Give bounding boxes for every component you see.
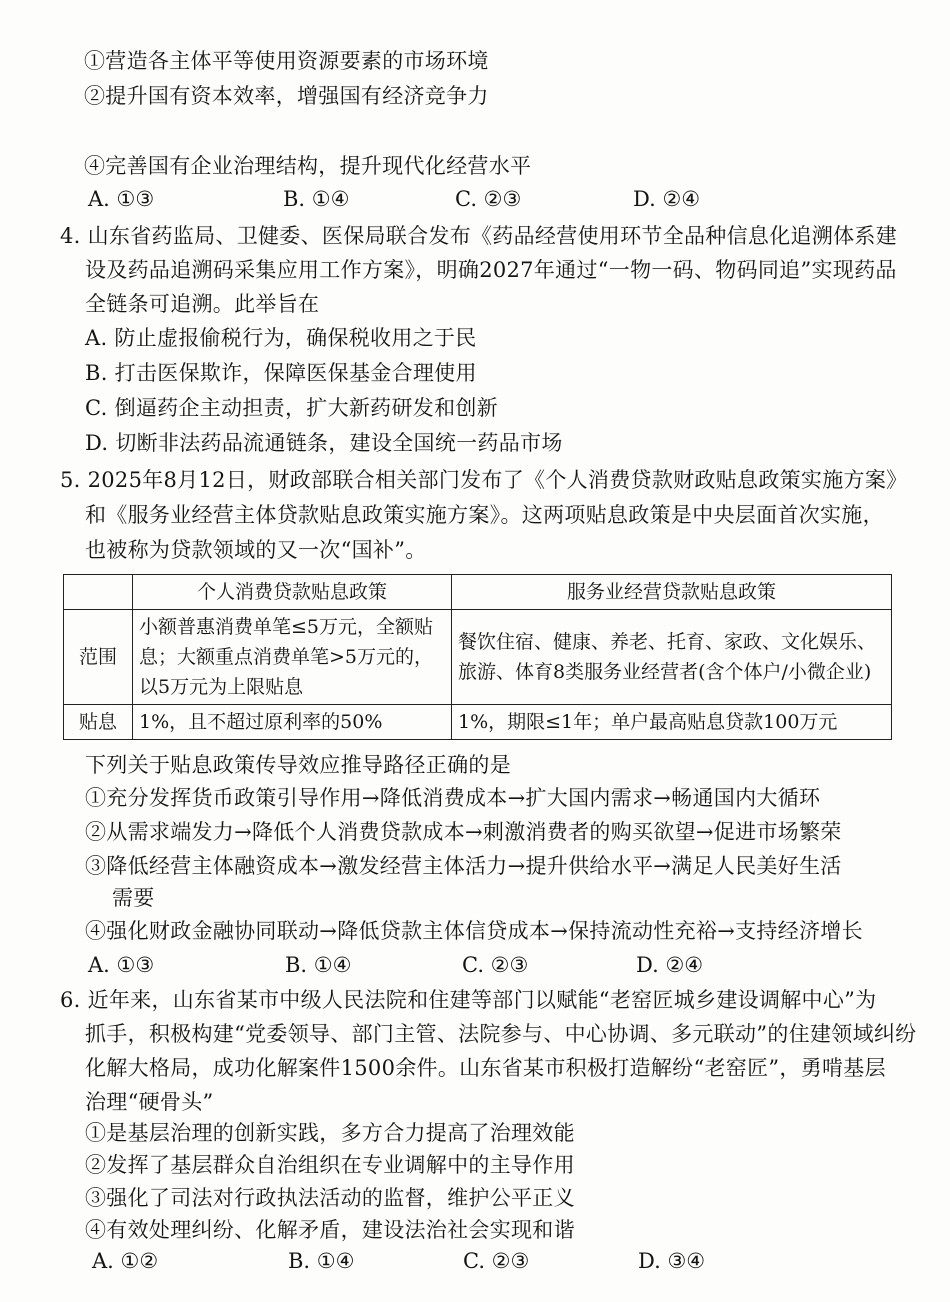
table-row	[64, 705, 892, 740]
table-row-label: 范围	[64, 610, 133, 705]
q6-item-1: ①是基层治理的创新实践，多方合力提高了治理效能	[85, 1121, 575, 1145]
q3-item-2: ②提升国有资本效率，增强国有经济竞争力	[84, 84, 489, 108]
table-cell-service: 1%，期限≤1年；单户最高贴息贷款100万元	[452, 705, 892, 740]
q4-option-c[interactable]: C. 倒逼药企主动担责，扩大新药研发和创新	[85, 396, 498, 420]
q6-option-c[interactable]: C. ②③	[463, 1249, 530, 1273]
q3-option-d[interactable]: D. ②④	[633, 187, 701, 211]
policy-table	[63, 574, 892, 740]
q3-options	[0, 184, 950, 214]
q3-option-b[interactable]: B. ①④	[283, 187, 350, 211]
q4-stem-line-3: 全链条可追溯。此举旨在	[85, 292, 320, 316]
q3-option-c[interactable]: C. ②③	[455, 187, 522, 211]
q5-question: 下列关于贴息政策传导效应推导路径正确的是	[85, 753, 511, 777]
q5-options	[0, 950, 950, 980]
table-cell-personal: 小额普惠消费单笔≤5万元，全额贴息；大额重点消费单笔>5万元的，以5万元为上限贴息	[133, 610, 452, 705]
q5-item-3-cont: 需要	[112, 886, 155, 910]
table-header-blank	[64, 575, 133, 610]
q6-option-d[interactable]: D. ③④	[638, 1249, 706, 1273]
q4-stem-line-1: 4. 山东省药监局、卫健委、医保局联合发布《药品经营使用环节全品种信息化追溯体系建	[60, 224, 898, 248]
q5-item-2: ②从需求端发力→降低个人消费贷款成本→刺激消费者的购买欲望→促进市场繁荣	[85, 820, 842, 844]
q5-stem-line-1: 5. 2025年8月12日，财政部联合相关部门发布了《个人消费贷款财政贴息政策实施方案》	[60, 468, 908, 492]
q6-option-b[interactable]: B. ①④	[288, 1249, 355, 1273]
table-cell-personal: 1%，且不超过原利率的50%	[133, 705, 452, 740]
table-cell-service: 餐饮住宿、健康、养老、托育、家政、文化娱乐、旅游、体育8类服务业经营者(含个体户/小微企业)	[452, 610, 892, 705]
q5-option-d[interactable]: D. ②④	[636, 953, 704, 977]
q5-item-1: ①充分发挥货币政策引导作用→降低消费成本→扩大国内需求→畅通国内大循环	[85, 786, 821, 810]
table-header-service: 服务业经营贷款贴息政策	[452, 575, 892, 610]
q3-item-4: ④完善国有企业治理结构，提升现代化经营水平	[84, 154, 532, 178]
q6-item-3: ③强化了司法对行政执法活动的监督，维护公平正义	[85, 1186, 575, 1210]
q6-item-4: ④有效处理纠纷、化解矛盾，建设法治社会实现和谐	[85, 1218, 575, 1242]
q5-stem-line-2: 和《服务业经营主体贷款贴息政策实施方案》。这两项贴息政策是中央层面首次实施，	[85, 503, 884, 527]
q5-option-a[interactable]: A. ①③	[88, 953, 155, 977]
q5-stem-line-3: 也被称为贷款领域的又一次“国补”。	[85, 538, 427, 562]
q5-item-3: ③降低经营主体融资成本→激发经营主体活力→提升供给水平→满足人民美好生活	[85, 854, 842, 878]
q3-item-1: ①营造各主体平等使用资源要素的市场环境	[84, 49, 489, 73]
q6-option-a[interactable]: A. ①②	[92, 1249, 159, 1273]
q4-option-d[interactable]: D. 切断非法药品流通链条，建设全国统一药品市场	[85, 431, 563, 455]
q5-option-c[interactable]: C. ②③	[462, 953, 529, 977]
q4-option-b[interactable]: B. 打击医保欺诈，保障医保基金合理使用	[85, 361, 477, 385]
q6-stem-line-2: 抓手，积极构建“党委领导、部门主管、法院参与、中心协调、多元联动”的住建领域纠纷	[85, 1022, 917, 1046]
q4-stem-line-2: 设及药品追溯码采集应用工作方案》，明确2027年通过“一物一码、物码同追”实现药品	[85, 258, 897, 282]
q3-option-a[interactable]: A. ①③	[88, 187, 155, 211]
table-row-label: 贴息	[64, 705, 133, 740]
table-header-row	[64, 575, 892, 610]
q6-stem-line-1: 6. 近年来，山东省某市中级人民法院和住建等部门以赋能“老窑匠城乡建设调解中心”为	[60, 988, 877, 1012]
q6-item-2: ②发挥了基层群众自治组织在专业调解中的主导作用	[85, 1153, 575, 1177]
q5-option-b[interactable]: B. ①④	[285, 953, 352, 977]
table-header-personal: 个人消费贷款贴息政策	[133, 575, 452, 610]
q5-item-4: ④强化财政金融协同联动→降低贷款主体信贷成本→保持流动性充裕→支持经济增长	[85, 919, 863, 943]
table-row	[64, 610, 892, 705]
q6-stem-line-4: 治理“硬骨头”	[85, 1090, 214, 1114]
q6-stem-line-3: 化解大格局，成功化解案件1500余件。山东省某市积极打造解纷“老窑匠”，勇啃基层	[85, 1056, 886, 1080]
q4-option-a[interactable]: A. 防止虚报偷税行为，确保税收用之于民	[85, 326, 477, 350]
q6-options	[0, 1246, 950, 1276]
